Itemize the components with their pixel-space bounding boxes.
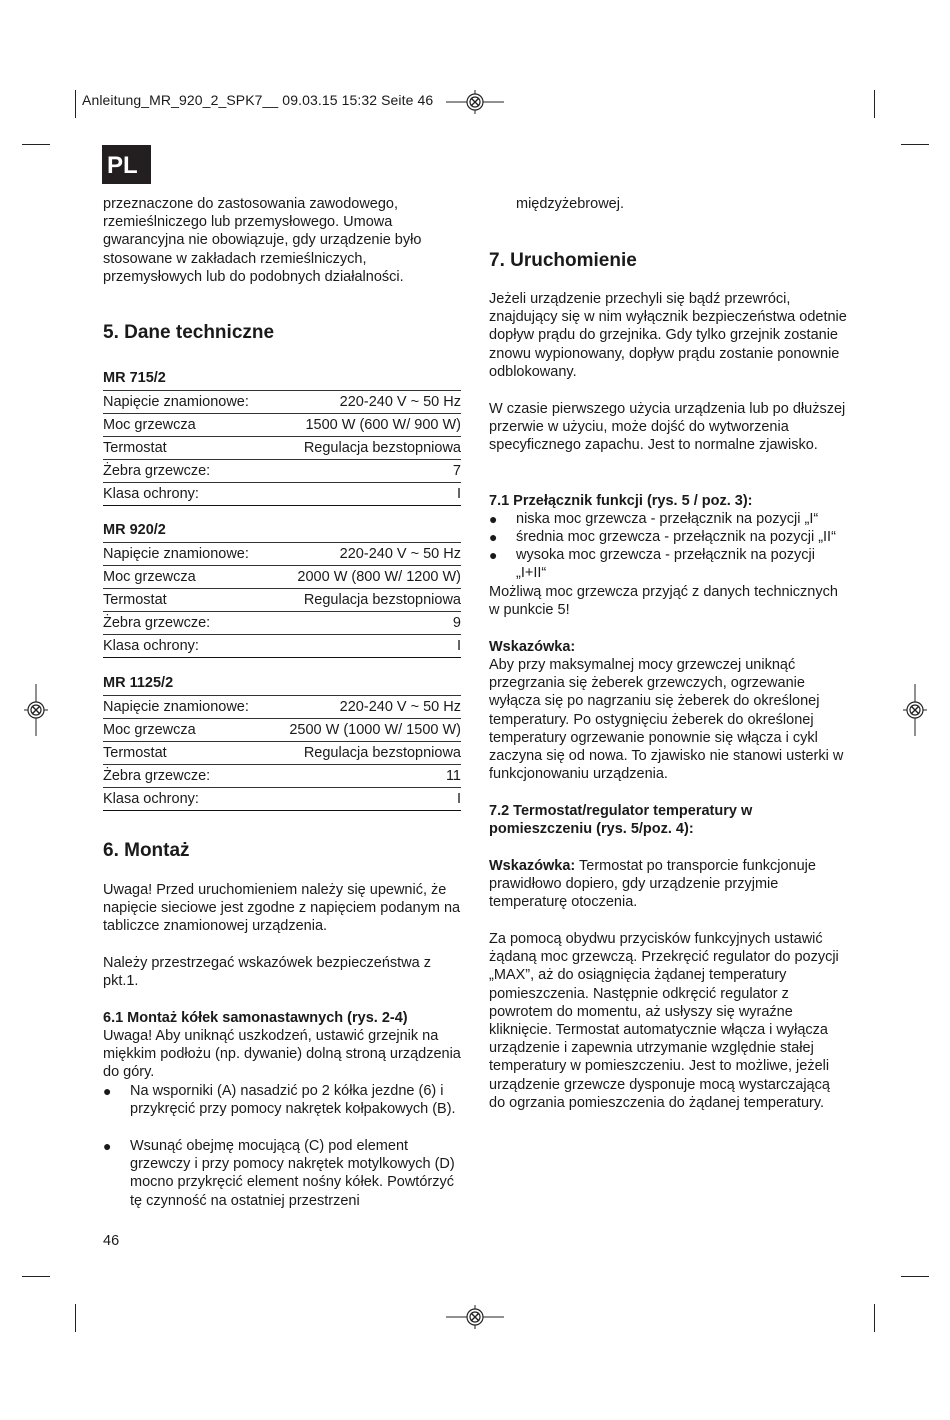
spec-label: Moc grzewcza: [103, 722, 196, 738]
spec-table: [103, 390, 461, 506]
hint-paragraph: Aby przy maksymalnej mocy grzewczej uniknąć przegrzania się żeberek grzewczych, ogrzewanie wyłącza się po nagrzaniu się żeberek do określonej temperatury. Po ostygnięciu żeberek do określonej temperatury ogrzewanie ponownie się włącza i cykl zaczyna się od nowa. To zjawisko nie stanowi usterki w funkcjonowaniu urządzenia.: [489, 657, 844, 783]
spec-row: [103, 765, 461, 788]
bullet-icon: ●: [489, 547, 498, 563]
spec-row: [103, 566, 461, 589]
spec-value: 2500 W (1000 W/ 1500 W): [289, 722, 461, 738]
spec-label: Moc grzewcza: [103, 417, 196, 433]
section-6-paragraph: Uwaga! Przed uruchomieniem należy się upewnić, że napięcie sieciowe jest zgodne z napięciem podanym na tabliczce znamionowej urządzenia.: [103, 882, 461, 935]
spec-value: Regulacja bezstopniowa: [303, 440, 461, 456]
spec-value: 2000 W (800 W/ 1200 W): [297, 569, 461, 585]
section-7-1-heading: 7.1 Przełącznik funkcji (rys. 5 / poz. 3):: [489, 493, 753, 509]
page-number: 46: [103, 1233, 120, 1249]
hint-heading: Wskazówka:: [489, 639, 576, 655]
hint-label: Wskazówka:: [489, 858, 576, 874]
bullet-item: [103, 1137, 463, 1210]
bullet-text: niska moc grzewcza - przełącznik na pozycji „I“: [516, 511, 819, 527]
intro-paragraph: przeznaczone do zastosowania zawodowego, rzemieślniczego lub przemysłowego. Umowa gwarancyjna nie obowiązuje, gdy urządzenie było stosowane w zakładach rzemieślniczych, przemysłowych lub do podobnych działalności.: [103, 196, 422, 285]
spec-row: [103, 437, 461, 460]
spec-label: Klasa ochrony:: [103, 486, 199, 502]
spec-label: Napięcie znamionowe:: [103, 699, 249, 715]
bullet-icon: ●: [489, 511, 498, 527]
bullet-icon: ●: [103, 1138, 112, 1154]
spec-row: [103, 460, 461, 483]
spec-label: Termostat: [103, 745, 167, 761]
crop-mark: [901, 1276, 929, 1277]
spec-label: Termostat: [103, 592, 167, 608]
language-badge: PL: [102, 145, 151, 184]
spec-label: Termostat: [103, 440, 167, 456]
section-7-paragraph: W czasie pierwszego użycia urządzenia lub po dłuższej przerwie w użyciu, może dojść do wytworzenia specyficznego zapachu. Jest to normalne zjawisko.: [489, 401, 846, 454]
spec-row: [103, 390, 461, 414]
spec-row: [103, 414, 461, 437]
spec-value: Regulacja bezstopniowa: [303, 592, 461, 608]
spec-value: I: [456, 638, 461, 654]
bullet-item: [489, 528, 849, 546]
spec-value: 220-240 V ~ 50 Hz: [339, 699, 461, 715]
section-7-heading: 7. Uruchomienie: [489, 250, 637, 271]
crop-mark: [901, 144, 929, 145]
spec-row: [103, 483, 461, 506]
spec-table: [103, 542, 461, 658]
section-6-heading: 6. Montaż: [103, 840, 190, 861]
print-header: Anleitung_MR_920_2_SPK7__ 09.03.15 15:32 Seite 46: [82, 92, 434, 108]
bullet-text: Na wsporniki (A) nasadzić po 2 kółka jezdne (6) i przykręcić przy pomocy nakrętek kołpakowych (B).: [130, 1083, 456, 1118]
crop-mark: [874, 90, 875, 118]
bullet-text: Wsunąć obejmę mocującą (C) pod element grzewczy i przy pomocy nakrętek motylkowych (D) mocno przykręcić element nośny kółek. Powtórzyć tę czynność na ostatniej przestrzeni: [130, 1138, 455, 1209]
crop-mark: [75, 1304, 76, 1332]
bullet-item: [103, 1082, 463, 1118]
section-7-2-heading: 7.2 Termostat/regulator temperatury w pomieszczeniu (rys. 5/poz. 4):: [489, 803, 753, 838]
spec-label: Żebra grzewcze:: [103, 768, 211, 784]
spec-value: 9: [452, 615, 461, 631]
spec-label: Napięcie znamionowe:: [103, 394, 249, 410]
spec-label: Moc grzewcza: [103, 569, 196, 585]
bullet-text: średnia moc grzewcza - przełącznik na pozycji „II“: [516, 529, 836, 545]
spec-value: 1500 W (600 W/ 900 W): [305, 417, 461, 433]
section-6-1-heading: 6.1 Montaż kółek samonastawnych (rys. 2-4): [103, 1010, 408, 1026]
spec-row: [103, 719, 461, 742]
spec-row: [103, 589, 461, 612]
section-5-heading: 5. Dane techniczne: [103, 322, 275, 343]
spec-label: Klasa ochrony:: [103, 791, 199, 807]
spec-label: Klasa ochrony:: [103, 638, 199, 654]
crop-mark: [75, 90, 76, 118]
crop-mark: [22, 1276, 50, 1277]
section-6-1-paragraph: Uwaga! Aby uniknąć uszkodzeń, ustawić grzejnik na miękkim podłożu (np. dywanie) dolną stroną urządzenia do góry.: [103, 1028, 461, 1081]
spec-value: 7: [452, 463, 461, 479]
registration-mark-icon: [903, 684, 927, 736]
spec-label: Żebra grzewcze:: [103, 615, 211, 631]
spec-row: [103, 788, 461, 811]
spec-value: 220-240 V ~ 50 Hz: [339, 546, 461, 562]
registration-mark-icon: [24, 684, 48, 736]
spec-row: [103, 612, 461, 635]
hint-text: Termostat po transporcie funkcjonuje prawidłowo dopiero, gdy urządzenie przyjmie temperaturę otoczenia.: [489, 858, 816, 911]
crop-mark: [874, 1304, 875, 1332]
spec-label: Żebra grzewcze:: [103, 463, 211, 479]
spec-value: 220-240 V ~ 50 Hz: [339, 394, 461, 410]
section-7-1-paragraph: Możliwą moc grzewcza przyjąć z danych technicznych w punkcie 5!: [489, 584, 838, 619]
bullet-item: [489, 546, 849, 582]
bullet-icon: ●: [103, 1083, 112, 1099]
section-6-paragraph: Należy przestrzegać wskazówek bezpieczeństwa z pkt.1.: [103, 955, 431, 990]
spec-value: Regulacja bezstopniowa: [303, 745, 461, 761]
hint-paragraph: [489, 857, 849, 912]
spec-table: [103, 695, 461, 811]
continued-text: międzyżebrowej.: [516, 196, 624, 212]
section-7-paragraph: Jeżeli urządzenie przechyli się bądź przewróci, znajdujący się w nim wyłącznik bezpieczeństwa odetnie dopływ prądu do grzejnika. Gdy tylko grzejnik zostanie znowu wypionowany, dopływ prądu zostanie ponownie odblokowany.: [489, 291, 847, 380]
registration-mark-icon: [446, 1305, 504, 1329]
spec-label: Napięcie znamionowe:: [103, 546, 249, 562]
model-name: MR 1125/2: [103, 675, 174, 691]
spec-row: [103, 695, 461, 719]
section-7-2-paragraph: Za pomocą obydwu przycisków funkcyjnych ustawić żądaną moc grzewczą. Przekręcić regulator do pozycji „MAX”, aż do osiągnięcia żądanej temperatury pomieszczenia. Następnie odkręcić regulator z powrotem do momentu, aż usłyszy się wyraźne kliknięcie. Termostat automatycznie włącza i wyłącza urządzenie i zapewnia utrzymanie względnie stałej temperatury w pomieszczeniu. Jest to możliwe, jeżeli urządzenie grzewcze dysponuje mocą wystarczającą do ogrzania pomieszczenia do żądanej temperatury.: [489, 931, 839, 1111]
bullet-icon: ●: [489, 529, 498, 545]
model-name: MR 920/2: [103, 522, 166, 538]
crop-mark: [22, 144, 50, 145]
bullet-text: wysoka moc grzewcza - przełącznik na pozycji „I+II“: [516, 547, 815, 582]
spec-row: [103, 635, 461, 658]
bullet-item: [489, 510, 849, 528]
spec-row: [103, 542, 461, 566]
spec-value: I: [456, 486, 461, 502]
registration-mark-icon: [446, 90, 504, 114]
spec-value: 11: [445, 768, 461, 784]
spec-row: [103, 742, 461, 765]
model-name: MR 715/2: [103, 370, 166, 386]
spec-value: I: [456, 791, 461, 807]
